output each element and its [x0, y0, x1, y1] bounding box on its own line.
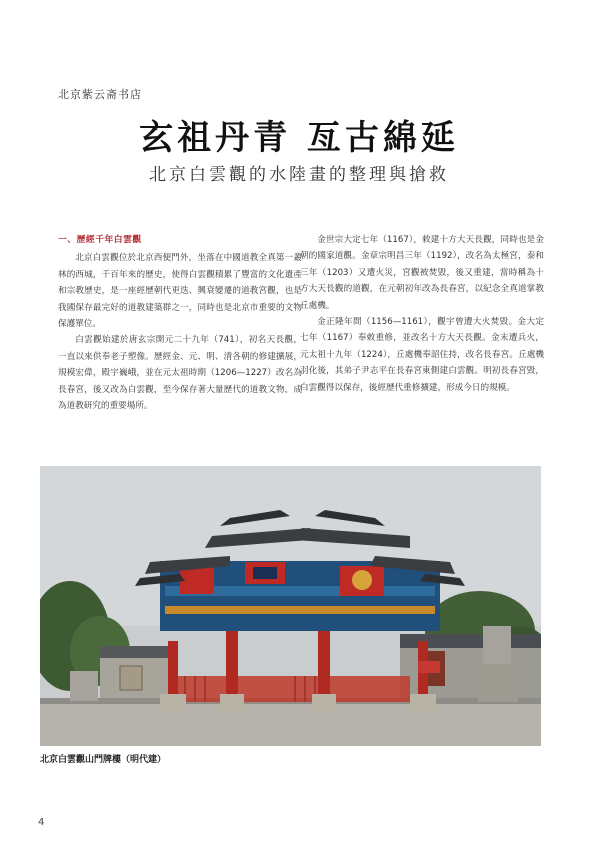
paragraph: 白雲觀始建於唐玄宗開元二十九年（741），初名天長觀，一直以來供奉老子塑像。歷經金、元、明、清各朝的修建擴展，規模宏偉，殿宇巍峨，並在元太祖時期（1206—1227）改名為長春宮，後又改為白雲觀，至今保存著大量歷代的道教文物，成為道教研究的重要場所。 [58, 335, 302, 412]
right-text-column [300, 232, 544, 396]
photo-caption: 北京白雲觀山門牌樓（明代建） [40, 755, 167, 765]
paragraph: 金世宗大定七年（1167），敕建十方大天長觀，同時也是金朝的國家道觀。金章宗明昌三年（1192），改名為太極宮，泰和三年（1203）又遭火災，宮觀被焚毀，後又重建，當時稱為十方大天長觀的道觀，在元朝初年改為長春宮，以紀念全真道掌教丘處機。 [300, 235, 544, 311]
paragraph: 北京白雲觀位於北京西便門外，坐落在中國道教全真第一叢林的西城，千百年來的歷史，使得白雲觀積累了豐富的文化遺產和宗教歷史，是一座經歷朝代更迭、興衰變遷的道教宮觀，也是我國保存最完好的道教建築群之一，同時也是北京市重要的文物保護單位。 [58, 253, 302, 330]
left-text-column [58, 232, 302, 414]
article-title: 玄祖丹青 亙古綿延 [139, 118, 459, 158]
section-heading: 一、歷經千年白雲觀 [58, 235, 142, 245]
page-number: 4 [38, 817, 45, 828]
article-subtitle: 北京白雲觀的水陸畫的整理與搶救 [149, 165, 449, 185]
paragraph: 金正隆年間（1156—1161），觀宇曾遭大火焚毀。金大定七年（1167）奉敕重修，並改名十方大天長觀。金末遭兵火，元太祖十九年（1224），丘處機奉詔住持，改名長春宮。丘處機羽化後，其弟子尹志平在長春宮東側建白雲觀。明初長春宮毀，白雲觀得以保存，後經歷代重修擴建，形成今日的規模。 [300, 317, 544, 393]
publisher-name: 北京紫云斋书店 [58, 88, 142, 101]
paifang-photo [40, 466, 541, 746]
